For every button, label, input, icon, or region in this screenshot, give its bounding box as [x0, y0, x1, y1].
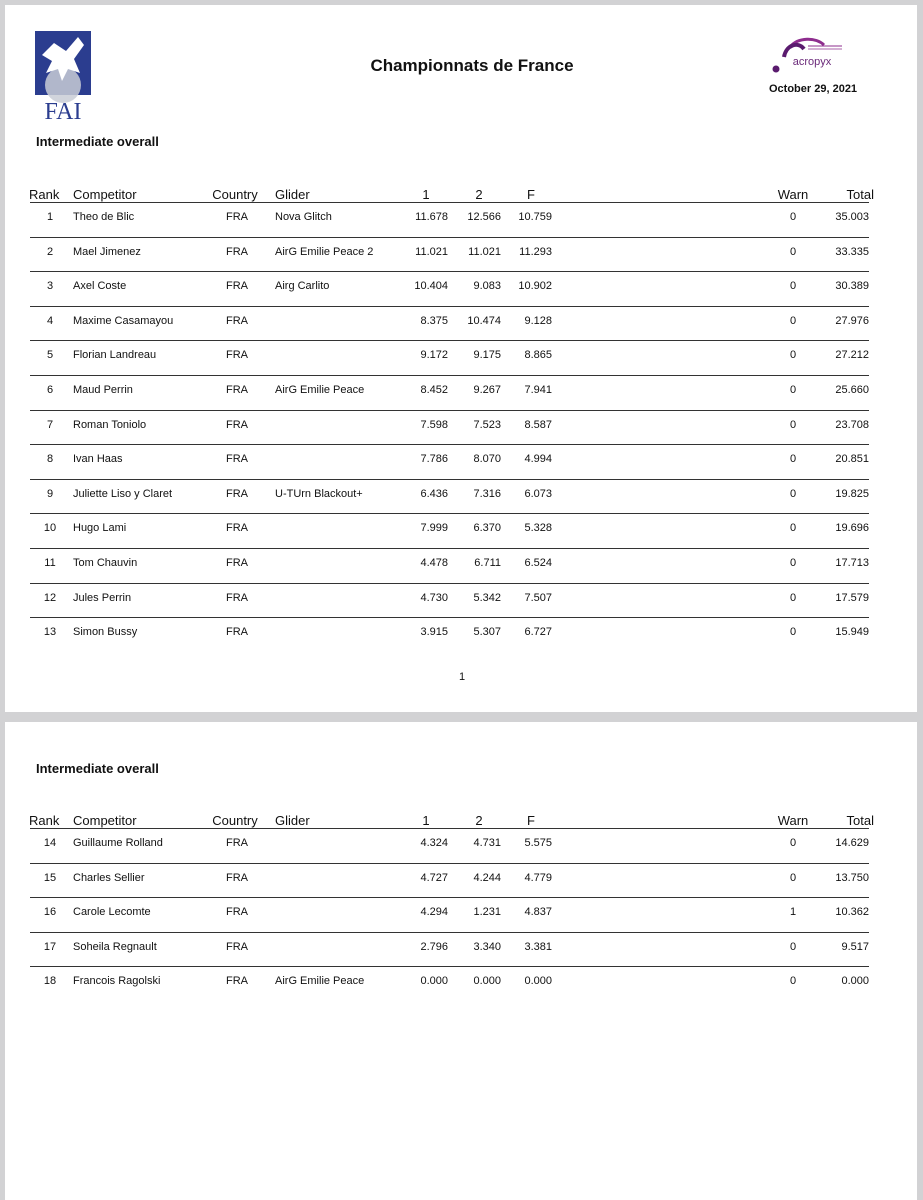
cell-final-score: 0.000 [524, 975, 552, 988]
cell-total-score: 17.579 [835, 591, 869, 604]
table-row [30, 864, 869, 899]
cell-run-2-score: 7.523 [473, 418, 501, 431]
document-date: October 29, 2021 [769, 83, 858, 95]
cell-run-2-score: 0.000 [473, 975, 501, 988]
cell-warnings: 0 [789, 556, 797, 569]
cell-total-score: 25.660 [835, 383, 869, 396]
header-country: Country [212, 187, 258, 202]
cell-run-2-score: 4.731 [473, 837, 501, 849]
cell-warnings: 0 [789, 418, 797, 431]
cell-rank: 13 [43, 626, 57, 639]
cell-run-2-score: 6.370 [473, 522, 501, 535]
svg-text:acropyx: acropyx [792, 56, 832, 68]
svg-text:FAI: FAI [44, 99, 82, 123]
cell-final-score: 10.902 [518, 280, 552, 293]
cell-run-2-score: 1.231 [473, 906, 501, 919]
table-row [30, 829, 869, 864]
cell-run-1-score: 0.000 [420, 975, 448, 988]
cell-glider: AirG Emilie Peace [275, 975, 365, 988]
cell-competitor: Charles Sellier [73, 871, 145, 884]
cell-warnings: 0 [789, 453, 797, 466]
cell-competitor: Theo de Blic [73, 211, 135, 223]
cell-total-score: 0.000 [841, 975, 869, 988]
cell-rank: 8 [46, 453, 54, 466]
cell-run-1-score: 7.598 [420, 418, 448, 431]
header-warn: Warn [777, 813, 809, 828]
cell-run-1-score: 8.375 [420, 314, 448, 327]
cell-rank: 5 [46, 349, 54, 362]
table-row [30, 618, 869, 652]
table-row [30, 933, 869, 968]
cell-rank: 16 [43, 906, 57, 919]
cell-total-score: 30.389 [835, 280, 869, 293]
cell-final-score: 5.575 [524, 837, 552, 849]
cell-competitor: Juliette Liso y Claret [73, 487, 173, 500]
cell-country: FRA [226, 522, 248, 535]
header-total: Total [846, 813, 874, 828]
cell-run-2-score: 7.316 [473, 487, 501, 500]
cell-competitor: Jules Perrin [73, 591, 132, 604]
cell-country: FRA [226, 453, 248, 466]
cell-glider: AirG Emilie Peace [275, 383, 365, 396]
cell-country: FRA [226, 906, 248, 919]
cell-warnings: 0 [789, 837, 797, 849]
cell-competitor: Maxime Casamayou [73, 314, 174, 327]
cell-run-2-score: 6.711 [474, 556, 501, 569]
cell-total-score: 17.713 [835, 556, 869, 569]
cell-country: FRA [226, 245, 248, 258]
fai-logo [32, 29, 94, 123]
cell-run-2-score: 3.340 [473, 940, 501, 953]
cell-run-2-score: 9.267 [473, 383, 501, 396]
cell-run-2-score: 11.021 [468, 245, 501, 258]
cell-glider: U-TUrn Blackout+ [275, 487, 363, 500]
cell-final-score: 8.865 [524, 349, 552, 362]
cell-rank: 7 [46, 418, 54, 431]
cell-final-score: 7.941 [524, 383, 552, 396]
table-row [30, 967, 869, 1001]
cell-competitor: Guillaume Rolland [73, 837, 163, 849]
results-table [5, 186, 917, 652]
header-run-1: 1 [422, 187, 430, 202]
table-row [30, 411, 869, 446]
cell-competitor: Soheila Regnault [73, 940, 157, 953]
cell-rank: 3 [46, 280, 54, 293]
cell-rank: 17 [43, 940, 57, 953]
cell-run-2-score: 5.307 [473, 626, 501, 639]
document-title: Championnats de France [370, 56, 574, 75]
header-glider: Glider [275, 813, 310, 828]
cell-country: FRA [226, 418, 248, 431]
cell-final-score: 3.381 [524, 940, 552, 953]
cell-competitor: Hugo Lami [73, 522, 127, 535]
table-row [30, 272, 869, 307]
cell-country: FRA [226, 837, 248, 849]
header-competitor: Competitor [73, 187, 137, 202]
header-warn: Warn [777, 187, 809, 202]
cell-competitor: Florian Landreau [73, 349, 157, 362]
cell-warnings: 0 [789, 522, 797, 535]
cell-warnings: 0 [789, 211, 797, 223]
table-row [30, 549, 869, 584]
cell-run-2-score: 9.083 [473, 280, 501, 293]
header-final: F [527, 187, 535, 202]
cell-competitor: Carole Lecomte [73, 906, 151, 919]
cell-country: FRA [226, 280, 248, 293]
cell-total-score: 35.003 [835, 211, 869, 223]
cell-final-score: 6.727 [524, 626, 552, 639]
cell-glider: Nova Glitch [275, 211, 332, 223]
cell-run-1-score: 11.021 [415, 245, 448, 258]
cell-rank: 6 [46, 383, 54, 396]
results-page-2 [5, 722, 917, 1200]
header-run-2: 2 [475, 813, 483, 828]
cell-total-score: 10.362 [835, 906, 869, 919]
cell-warnings: 0 [789, 280, 797, 293]
table-row [30, 898, 869, 933]
cell-warnings: 0 [789, 591, 797, 604]
cell-country: FRA [226, 349, 248, 362]
cell-competitor: Simon Bussy [73, 626, 138, 639]
cell-country: FRA [226, 626, 248, 639]
cell-run-2-score: 8.070 [473, 453, 501, 466]
cell-run-2-score: 10.474 [467, 314, 501, 327]
cell-run-1-score: 4.730 [420, 591, 448, 604]
cell-glider: Airg Carlito [275, 280, 330, 293]
cell-rank: 15 [43, 871, 57, 884]
cell-rank: 12 [43, 591, 57, 604]
cell-warnings: 0 [789, 383, 797, 396]
table-row [30, 445, 869, 480]
cell-rank: 1 [46, 211, 54, 223]
header-total: Total [846, 187, 874, 202]
cell-run-1-score: 4.478 [420, 556, 448, 569]
cell-country: FRA [226, 975, 248, 988]
cell-country: FRA [226, 591, 248, 604]
cell-run-1-score: 4.727 [420, 871, 448, 884]
table-row [30, 376, 869, 411]
table-row [30, 307, 869, 342]
table-row [30, 238, 869, 273]
cell-country: FRA [226, 556, 248, 569]
header-rank: Rank [29, 187, 60, 202]
cell-run-1-score: 7.786 [420, 453, 448, 466]
cell-final-score: 7.507 [524, 591, 552, 604]
table-row [30, 514, 869, 549]
section-title: Intermediate overall [36, 134, 159, 149]
header-run-2: 2 [475, 187, 483, 202]
cell-glider: AirG Emilie Peace 2 [275, 245, 374, 258]
table-row [30, 584, 869, 619]
cell-total-score: 14.629 [835, 837, 869, 849]
cell-final-score: 9.128 [524, 314, 552, 327]
cell-run-1-score: 8.452 [420, 383, 448, 396]
cell-total-score: 19.696 [835, 522, 869, 535]
cell-competitor: Ivan Haas [73, 453, 123, 466]
cell-total-score: 15.949 [835, 626, 869, 639]
table-row [30, 203, 869, 238]
cell-run-1-score: 9.172 [420, 349, 448, 362]
cell-rank: 2 [46, 245, 54, 258]
cell-country: FRA [226, 383, 248, 396]
cell-country: FRA [226, 487, 248, 500]
cell-run-1-score: 4.324 [420, 837, 448, 849]
cell-final-score: 6.524 [524, 556, 552, 569]
cell-warnings: 0 [789, 940, 797, 953]
cell-warnings: 0 [789, 314, 797, 327]
cell-warnings: 0 [789, 975, 797, 988]
cell-rank: 14 [43, 837, 57, 849]
cell-final-score: 8.587 [524, 418, 552, 431]
cell-rank: 11 [44, 556, 56, 569]
cell-competitor: Francois Ragolski [73, 975, 161, 988]
cell-total-score: 33.335 [835, 245, 869, 258]
cell-run-1-score: 2.796 [420, 940, 448, 953]
results-page-1 [5, 5, 917, 712]
table-header [29, 186, 874, 203]
header-glider: Glider [275, 187, 310, 202]
header-rank: Rank [29, 813, 60, 828]
cell-total-score: 13.750 [835, 871, 869, 884]
section-title: Intermediate overall [36, 761, 159, 776]
cell-total-score: 23.708 [835, 418, 869, 431]
cell-final-score: 10.759 [518, 211, 552, 223]
cell-final-score: 11.293 [519, 245, 552, 258]
cell-run-1-score: 4.294 [420, 906, 448, 919]
cell-warnings: 0 [789, 626, 797, 639]
cell-final-score: 4.994 [524, 453, 552, 466]
cell-competitor: Mael Jimenez [73, 245, 141, 258]
cell-total-score: 27.976 [835, 314, 869, 327]
cell-warnings: 0 [789, 245, 797, 258]
cell-final-score: 4.779 [524, 871, 552, 884]
cell-competitor: Roman Toniolo [73, 418, 147, 431]
cell-run-2-score: 9.175 [473, 349, 501, 362]
cell-total-score: 19.825 [835, 487, 869, 500]
cell-total-score: 20.851 [835, 453, 869, 466]
cell-run-2-score: 5.342 [473, 591, 501, 604]
cell-competitor: Axel Coste [73, 280, 127, 293]
table-row [30, 480, 869, 515]
cell-competitor: Tom Chauvin [73, 556, 138, 569]
cell-country: FRA [226, 940, 248, 953]
cell-run-1-score: 7.999 [420, 522, 448, 535]
cell-warnings: 0 [789, 871, 797, 884]
cell-run-1-score: 10.404 [414, 280, 448, 293]
cell-country: FRA [226, 871, 248, 884]
cell-final-score: 4.837 [524, 906, 552, 919]
cell-run-2-score: 12.566 [467, 211, 501, 223]
header-competitor: Competitor [73, 813, 137, 828]
results-table [5, 812, 917, 1001]
cell-run-1-score: 6.436 [420, 487, 448, 500]
cell-warnings: 0 [789, 487, 797, 500]
cell-final-score: 6.073 [524, 487, 552, 500]
cell-warnings: 0 [789, 349, 797, 362]
header-country: Country [212, 813, 258, 828]
cell-rank: 18 [43, 975, 57, 988]
cell-rank: 9 [46, 487, 54, 500]
cell-run-1-score: 11.678 [415, 211, 448, 223]
cell-final-score: 5.328 [524, 522, 552, 535]
cell-rank: 4 [46, 314, 54, 327]
cell-total-score: 27.212 [835, 349, 869, 362]
cell-total-score: 9.517 [841, 940, 869, 953]
cell-run-1-score: 3.915 [420, 626, 448, 639]
cell-warnings: 1 [789, 906, 797, 919]
cell-country: FRA [226, 314, 248, 327]
header-run-1: 1 [422, 813, 430, 828]
cell-competitor: Maud Perrin [73, 383, 133, 396]
table-row [30, 341, 869, 376]
cell-run-2-score: 4.244 [473, 871, 501, 884]
page-number: 1 [458, 671, 466, 683]
header-final: F [527, 813, 535, 828]
cell-rank: 10 [43, 522, 57, 535]
cell-country: FRA [226, 211, 248, 223]
table-header [29, 812, 874, 829]
